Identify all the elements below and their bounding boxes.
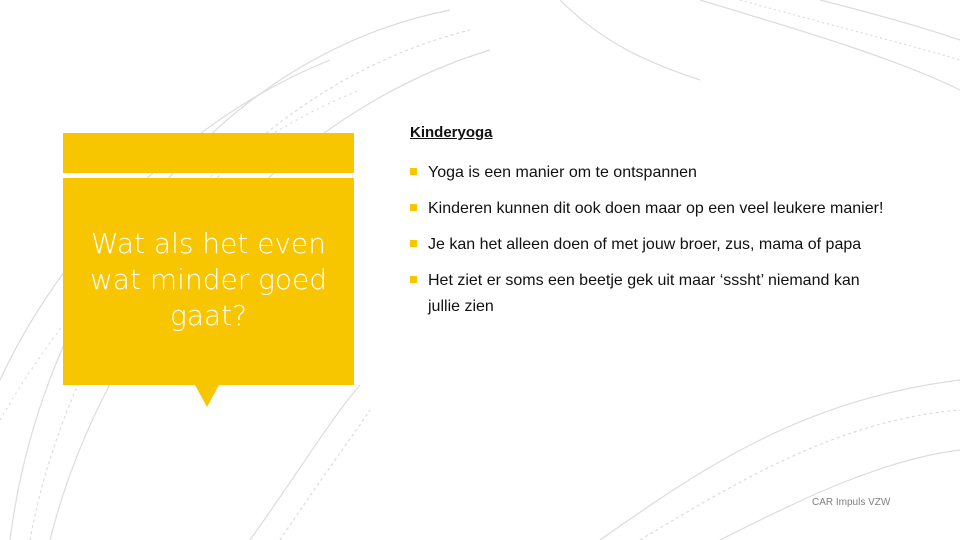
bullet-text: Het ziet er soms een beetje gek uit maar ‘sssht’ niemand kan jullie zien [428,272,860,315]
bullet-item [410,268,890,320]
section-title: Wat als het even wat minder goed gaat? [89,227,328,332]
bullet-text: Je kan het alleen doen of met jouw broer, zus, mama of papa [428,236,862,253]
bullet-text: Kinderen kunnen dit ook doen maar op een veel leukere manier! [428,200,884,217]
content-heading: Kinderyoga [410,124,493,141]
square-bullet-icon [410,240,417,247]
bullet-list [410,160,890,330]
square-bullet-icon [410,168,417,175]
callout-pointer [195,385,219,407]
bullet-item [410,196,890,222]
accent-strip [63,133,354,173]
square-bullet-icon [410,276,417,283]
bullet-text: Yoga is een manier om te ontspannen [428,164,697,181]
square-bullet-icon [410,204,417,211]
footer-text: CAR Impuls VZW [812,497,891,508]
bullet-item [410,232,890,258]
bullet-item [410,160,890,186]
